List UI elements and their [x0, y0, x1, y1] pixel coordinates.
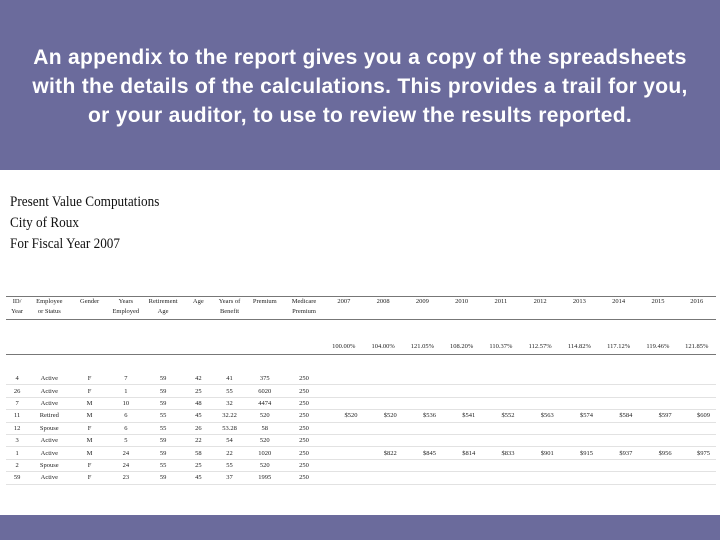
table-cell: [403, 422, 442, 434]
sheet-city: City of Roux: [10, 215, 79, 231]
column-header: [284, 297, 324, 320]
table-cell: $552: [481, 410, 520, 422]
table-cell: 24: [109, 459, 143, 471]
table-cell: 24: [109, 447, 143, 459]
table-cell: Spouse: [28, 459, 70, 471]
table-cell: 53.28: [213, 422, 245, 434]
percent-cell: 104.00%: [363, 320, 402, 355]
table-cell: Active: [28, 472, 70, 484]
table-cell: [403, 459, 442, 471]
table-cell: 1: [109, 385, 143, 397]
column-header-line: [70, 307, 108, 317]
percent-row: [6, 320, 716, 355]
table-cell: 375: [246, 373, 284, 385]
table-cell: [678, 385, 716, 397]
table-cell: [599, 373, 638, 385]
column-header: [143, 297, 183, 320]
column-header: [678, 297, 716, 320]
sheet-title: Present Value Computations: [10, 194, 160, 210]
table-cell: [481, 373, 520, 385]
table-cell: 6: [109, 422, 143, 434]
sheet-titles: [10, 192, 159, 255]
table-cell: [560, 434, 599, 446]
table-cell: 58: [183, 447, 213, 459]
table-cell: [560, 472, 599, 484]
column-header: [403, 297, 442, 320]
column-header: [638, 297, 677, 320]
table-cell: 10: [109, 397, 143, 409]
column-header-line: or Status: [37, 308, 61, 315]
table-cell: 250: [284, 385, 324, 397]
table-cell: [442, 373, 481, 385]
column-header: [363, 297, 402, 320]
table-row: [6, 385, 716, 397]
table-cell: 3: [6, 434, 28, 446]
table-cell: [403, 472, 442, 484]
table-cell: [638, 373, 677, 385]
table-cell: 55: [143, 410, 183, 422]
column-header-line: Benefit: [219, 308, 240, 315]
table-cell: Retired: [28, 410, 70, 422]
column-header: [6, 297, 28, 320]
table-cell: Active: [28, 447, 70, 459]
table-cell: 59: [143, 434, 183, 446]
table-cell: Spouse: [28, 422, 70, 434]
table-cell: F: [70, 385, 108, 397]
table-cell: $584: [599, 410, 638, 422]
table-cell: 250: [284, 410, 324, 422]
column-header-line: [638, 307, 677, 317]
table-cell: [638, 472, 677, 484]
table-cell: Active: [28, 397, 70, 409]
table-cell: 59: [143, 472, 183, 484]
table-cell: 250: [284, 422, 324, 434]
column-header: [481, 297, 520, 320]
column-header: [70, 297, 108, 320]
table-cell: 7: [6, 397, 28, 409]
column-header-line: Age: [157, 308, 169, 315]
column-header: [599, 297, 638, 320]
table-cell: [363, 459, 402, 471]
column-header-line: Age: [192, 298, 204, 305]
table-cell: [403, 434, 442, 446]
table-cell: 5: [109, 434, 143, 446]
table-row: [6, 422, 716, 434]
table-cell: 45: [183, 472, 213, 484]
column-header-line: Gender: [80, 298, 100, 305]
column-header-line: [403, 307, 442, 317]
table-cell: 25: [183, 459, 213, 471]
table-cell: 45: [183, 410, 213, 422]
table-cell: 59: [143, 397, 183, 409]
table-cell: $541: [442, 410, 481, 422]
table-cell: 520: [246, 410, 284, 422]
table-cell: 25: [183, 385, 213, 397]
table-cell: [638, 434, 677, 446]
slide-caption: An appendix to the report gives you a copy of the spreadsheets with the details of the calculations. This provides a trail for you, or your auditor, to use to review the results reported.: [32, 45, 688, 127]
table-cell: M: [70, 434, 108, 446]
table-cell: 4: [6, 373, 28, 385]
table-cell: [481, 397, 520, 409]
table-cell: [599, 385, 638, 397]
table-cell: [599, 434, 638, 446]
table-cell: 4474: [246, 397, 284, 409]
table-cell: [442, 422, 481, 434]
table-cell: 55: [213, 385, 245, 397]
table-cell: [599, 422, 638, 434]
table-cell: [481, 385, 520, 397]
table-cell: 1020: [246, 447, 284, 459]
table-cell: $609: [678, 410, 716, 422]
table-cell: 48: [183, 397, 213, 409]
table-cell: [363, 434, 402, 446]
table-cell: M: [70, 447, 108, 459]
table-cell: [678, 397, 716, 409]
table-cell: 41: [213, 373, 245, 385]
table-row: [6, 472, 716, 484]
column-header-line: 2011: [494, 298, 508, 305]
spreadsheet-image: [0, 170, 720, 515]
column-header-line: Medicare: [291, 298, 317, 305]
table-body: [6, 373, 716, 484]
table-cell: $901: [521, 447, 560, 459]
table-cell: [363, 422, 402, 434]
table-cell: $915: [560, 447, 599, 459]
table-cell: [521, 373, 560, 385]
table-cell: 250: [284, 434, 324, 446]
table-cell: [599, 397, 638, 409]
column-header-line: [560, 307, 599, 317]
column-header-line: 2007: [337, 298, 351, 305]
percent-cell: 119.46%: [638, 320, 677, 355]
table-cell: [363, 472, 402, 484]
table-cell: Active: [28, 373, 70, 385]
column-header: [560, 297, 599, 320]
column-header-line: ID/: [12, 298, 22, 305]
column-header-line: 2010: [455, 298, 469, 305]
table-cell: 1995: [246, 472, 284, 484]
table-cell: 520: [246, 459, 284, 471]
table-header-row: [6, 297, 716, 320]
table-row: [6, 434, 716, 446]
table-cell: 22: [183, 434, 213, 446]
table-row: [6, 397, 716, 409]
table-cell: [638, 459, 677, 471]
table-cell: [521, 434, 560, 446]
table-cell: 250: [284, 447, 324, 459]
table-cell: [560, 422, 599, 434]
table-cell: $597: [638, 410, 677, 422]
percent-cell: 121.05%: [403, 320, 442, 355]
percent-cell: 110.37%: [481, 320, 520, 355]
table-cell: 55: [213, 459, 245, 471]
table-cell: $975: [678, 447, 716, 459]
column-header: [246, 297, 284, 320]
table-row: [6, 373, 716, 385]
column-header-line: Retirement: [148, 298, 178, 305]
table-cell: [560, 397, 599, 409]
table-cell: $563: [521, 410, 560, 422]
table-cell: 250: [284, 472, 324, 484]
table-cell: [442, 397, 481, 409]
table-cell: 55: [143, 459, 183, 471]
table-cell: [638, 397, 677, 409]
column-header: [183, 297, 213, 320]
table-cell: Active: [28, 385, 70, 397]
table-cell: 32.22: [213, 410, 245, 422]
table-cell: [324, 459, 363, 471]
column-header-line: [363, 307, 402, 317]
table-cell: [363, 397, 402, 409]
table-cell: 250: [284, 373, 324, 385]
table-cell: 59: [143, 373, 183, 385]
table-cell: $937: [599, 447, 638, 459]
table-cell: 7: [109, 373, 143, 385]
table-cell: [678, 459, 716, 471]
table-cell: [521, 422, 560, 434]
column-header-line: [481, 307, 520, 317]
table-cell: 26: [6, 385, 28, 397]
table-cell: 59: [6, 472, 28, 484]
table-cell: 42: [183, 373, 213, 385]
column-header: [28, 297, 70, 320]
table-cell: [324, 397, 363, 409]
column-header-line: [183, 307, 213, 317]
table-cell: [363, 385, 402, 397]
table-cell: [403, 373, 442, 385]
percent-cell: 100.00%: [324, 320, 363, 355]
column-header: [213, 297, 245, 320]
slide-header: [0, 0, 720, 162]
table-cell: [638, 385, 677, 397]
table-cell: [560, 373, 599, 385]
table-cell: [324, 422, 363, 434]
column-header-line: 2012: [533, 298, 547, 305]
table-cell: M: [70, 397, 108, 409]
column-header-line: 2009: [415, 298, 429, 305]
table-cell: [324, 373, 363, 385]
table-cell: 12: [6, 422, 28, 434]
table-cell: 6: [109, 410, 143, 422]
table-cell: 250: [284, 397, 324, 409]
table-row: [6, 447, 716, 459]
table-cell: F: [70, 472, 108, 484]
table-cell: 32: [213, 397, 245, 409]
table-cell: [324, 385, 363, 397]
table-cell: 26: [183, 422, 213, 434]
column-header-line: Employed: [112, 308, 140, 315]
table-cell: $574: [560, 410, 599, 422]
table-cell: $520: [363, 410, 402, 422]
column-header-line: Employee: [36, 298, 63, 305]
percent-cell: 114.82%: [560, 320, 599, 355]
table-cell: $956: [638, 447, 677, 459]
column-header-line: Years of: [218, 298, 241, 305]
column-header-line: Premium: [252, 298, 277, 305]
table-cell: F: [70, 459, 108, 471]
table-cell: 520: [246, 434, 284, 446]
column-header-line: [521, 307, 560, 317]
table-cell: [560, 459, 599, 471]
column-header: [521, 297, 560, 320]
table-cell: [678, 472, 716, 484]
table-cell: [324, 472, 363, 484]
table-cell: 6020: [246, 385, 284, 397]
table-cell: [481, 472, 520, 484]
table-cell: [403, 385, 442, 397]
table-cell: 250: [284, 459, 324, 471]
column-header: [324, 297, 363, 320]
column-header: [442, 297, 481, 320]
table-cell: [521, 397, 560, 409]
table-cell: [638, 422, 677, 434]
column-header: [109, 297, 143, 320]
column-header-line: Years: [118, 298, 134, 305]
table-cell: 37: [213, 472, 245, 484]
table-cell: [678, 434, 716, 446]
table-cell: $833: [481, 447, 520, 459]
table-cell: F: [70, 373, 108, 385]
column-header-line: 2015: [651, 298, 665, 305]
column-header-line: 2016: [690, 298, 704, 305]
table-cell: 2: [6, 459, 28, 471]
column-header-line: [442, 307, 481, 317]
column-header-line: [678, 307, 716, 317]
table-cell: 58: [246, 422, 284, 434]
table-cell: $845: [403, 447, 442, 459]
table-row: [6, 459, 716, 471]
table-cell: M: [70, 410, 108, 422]
table-cell: [324, 434, 363, 446]
table-cell: [481, 459, 520, 471]
computation-table: [6, 296, 716, 485]
table-cell: [678, 373, 716, 385]
table-cell: $520: [324, 410, 363, 422]
table-cell: F: [70, 422, 108, 434]
table-cell: 23: [109, 472, 143, 484]
column-header-line: Year: [11, 308, 24, 315]
table-cell: [521, 472, 560, 484]
sheet-fiscal-year: For Fiscal Year 2007: [10, 236, 121, 252]
table-cell: 22: [213, 447, 245, 459]
table-cell: 11: [6, 410, 28, 422]
table-cell: $536: [403, 410, 442, 422]
table-cell: [442, 459, 481, 471]
column-header-line: 2008: [376, 298, 390, 305]
table-cell: [521, 385, 560, 397]
percent-cell: 108.20%: [442, 320, 481, 355]
table-cell: [442, 385, 481, 397]
column-header-line: 2014: [612, 298, 626, 305]
column-header-line: 2013: [572, 298, 586, 305]
table-cell: [442, 472, 481, 484]
column-header-line: [324, 307, 363, 317]
table-cell: [521, 459, 560, 471]
table-cell: [403, 397, 442, 409]
percent-cell: 112.57%: [521, 320, 560, 355]
table-cell: 54: [213, 434, 245, 446]
table-row: [6, 410, 716, 422]
table-cell: [363, 373, 402, 385]
table-cell: [481, 422, 520, 434]
percent-cell: 117.12%: [599, 320, 638, 355]
table-cell: Active: [28, 434, 70, 446]
table-cell: 59: [143, 447, 183, 459]
table-cell: [599, 459, 638, 471]
table-cell: 1: [6, 447, 28, 459]
table-cell: [678, 422, 716, 434]
table-cell: $822: [363, 447, 402, 459]
table-cell: [560, 385, 599, 397]
table-cell: 55: [143, 422, 183, 434]
percent-cell: 121.85%: [678, 320, 716, 355]
table-cell: [324, 447, 363, 459]
column-header-line: [599, 307, 638, 317]
table-cell: 59: [143, 385, 183, 397]
table-cell: [442, 434, 481, 446]
table-cell: [481, 434, 520, 446]
column-header-line: [246, 307, 284, 317]
column-header-line: Premium: [292, 308, 316, 315]
table-cell: [599, 472, 638, 484]
table-cell: $814: [442, 447, 481, 459]
